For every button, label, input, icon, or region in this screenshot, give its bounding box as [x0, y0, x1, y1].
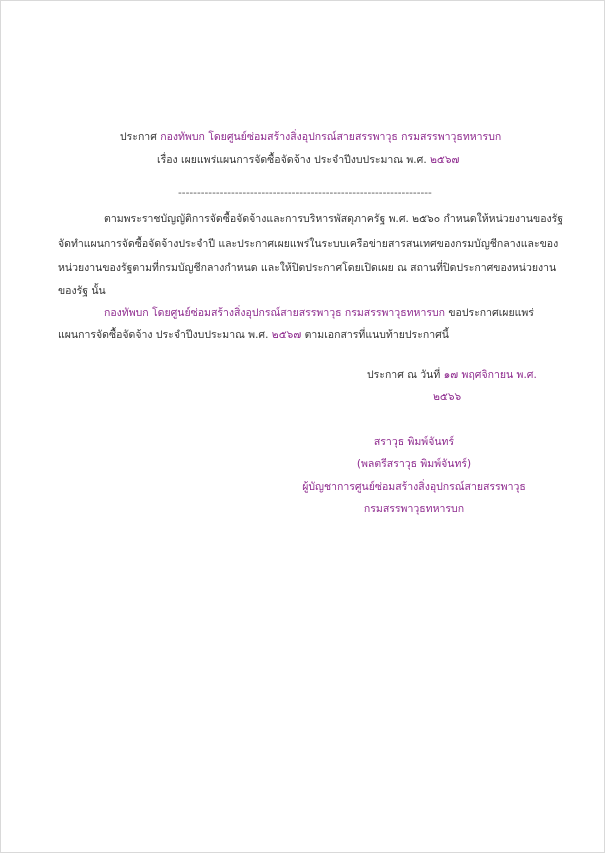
- paragraph-1-line-3: หน่วยงานของรัฐตามที่กรมบัญชีกลางกำหนด และให้ปิดประกาศโดยเปิดเผย ณ สถานที่ปิดประกาศของหน่วยงาน: [58, 262, 557, 274]
- announcement-subject: [157, 152, 459, 168]
- paragraph-1-line-4: ของรัฐ นั้น: [58, 285, 106, 297]
- paragraph-2-line-2: [58, 327, 449, 343]
- signature-department: กรมสรรพาวุธทหารบก: [363, 503, 465, 515]
- subject-text: เรื่อง เผยแพร่แผนการจัดซื้อจัดจ้าง ประจำปีงบประมาณ พ.ศ.: [157, 154, 427, 166]
- announcement-date: [367, 367, 537, 383]
- announcement-org: กองทัพบก โดยศูนย์ซ่อมสร้างสิ่งอุปกรณ์สายสรรพาวุธ กรมสรรพาวุธทหารบก: [160, 131, 502, 143]
- announcement-prefix: ประกาศ: [120, 131, 157, 143]
- paragraph-1-line-1: ตามพระราชบัญญัติการจัดซื้อจัดจ้างและการบริหารพัสดุภาครัฐ พ.ศ. ๒๕๖๐ กำหนดให้หน่วยงานของรัฐ: [104, 213, 564, 225]
- date-prefix: ประกาศ ณ วันที่: [367, 369, 441, 381]
- signature-rank-name: (พลตรีสราวุธ พิมพ์จันทร์): [356, 458, 472, 470]
- date-year: ๒๕๖๖: [433, 391, 462, 403]
- separator-line: -------------------------------------------------------------------: [178, 187, 432, 199]
- announcement-title: [120, 129, 501, 145]
- date-day: ๑๗: [443, 369, 459, 381]
- paragraph-1-line-2: จัดทำแผนการจัดซื้อจัดจ้างประจำปี และประกาศเผยแพร่ในระบบเครือข่ายสารสนเทศของกรมบัญชีกลางและของ: [58, 238, 559, 250]
- paragraph-2-year: ๒๕๖๗: [271, 329, 302, 341]
- date-month: พฤศจิกายน พ.ศ.: [461, 369, 537, 381]
- paragraph-2-text-a: แผนการจัดซื้อจัดจ้าง ประจำปีงบประมาณ พ.ศ.: [58, 329, 269, 341]
- signature-position: ผู้บัญชาการศูนย์ซ่อมสร้างสิ่งอุปกรณ์สายสรรพาวุธ: [302, 481, 526, 493]
- subject-year: ๒๕๖๗: [430, 154, 460, 166]
- paragraph-2-org: กองทัพบก โดยศูนย์ซ่อมสร้างสิ่งอุปกรณ์สายสรรพาวุธ กรมสรรพาวุธทหารบก: [104, 307, 446, 319]
- paragraph-2-rest: ขอประกาศเผยแพร่: [448, 307, 534, 319]
- paragraph-2-line-1: [104, 305, 534, 321]
- paragraph-2-text-b: ตามเอกสารที่แนบท้ายประกาศนี้: [304, 329, 449, 341]
- signature-name: สราวุธ พิมพ์จันทร์: [373, 436, 455, 448]
